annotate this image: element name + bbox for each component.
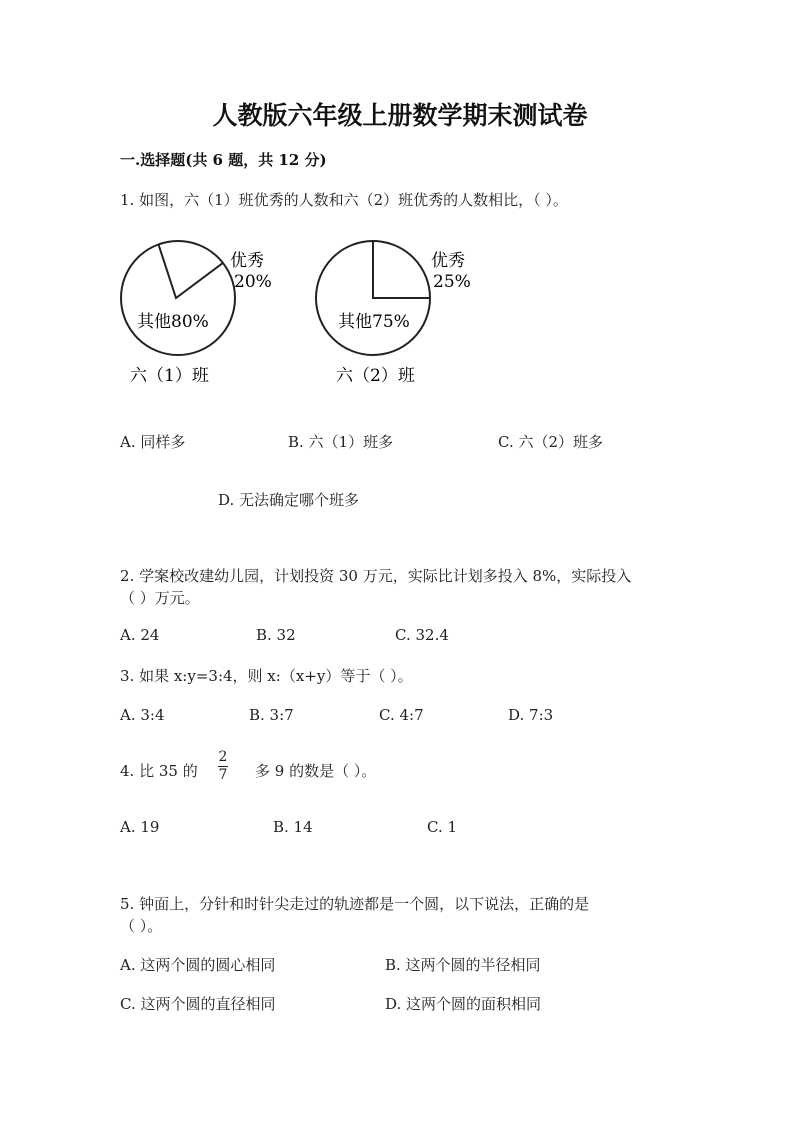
pie-2-excellent-label: 优秀	[431, 251, 465, 271]
q2-option-b[interactable]: B. 32	[256, 626, 296, 644]
question-5-line2: （ ）。	[120, 917, 163, 935]
question-2-line1: 2. 学案校改建幼儿园，计划投资 30 万元，实际比计划多投入 8%，实际投入	[120, 567, 632, 585]
fraction-two-sevenths	[218, 750, 228, 783]
q4-option-b[interactable]: B. 14	[273, 818, 313, 836]
q5-option-c[interactable]: C. 这两个圆的直径相同	[120, 995, 276, 1013]
q5-option-b[interactable]: B. 这两个圆的半径相同	[385, 956, 541, 974]
pie-1-caption: 六（1）班	[130, 366, 209, 386]
q4-option-c[interactable]: C. 1	[427, 818, 458, 836]
q4-option-a[interactable]: A. 19	[120, 818, 160, 836]
q1-option-c[interactable]: C. 六（2）班多	[498, 433, 604, 451]
q1-option-d[interactable]: D. 无法确定哪个班多	[218, 491, 360, 509]
page-title: 人教版六年级上册数学期末测试卷	[212, 101, 588, 130]
pie-1-outline	[121, 241, 235, 355]
question-4-suffix: 多 9 的数是（ ）。	[255, 762, 377, 780]
pie-2-excellent-percent: 25%	[433, 272, 471, 292]
fraction-numerator: 2	[218, 749, 228, 765]
q3-option-a[interactable]: A. 3:4	[120, 706, 165, 724]
q1-option-b[interactable]: B. 六（1）班多	[288, 433, 394, 451]
pie-chart-class-1	[121, 241, 272, 386]
q3-option-d[interactable]: D. 7:3	[508, 706, 554, 724]
question-1-text: 1. 如图，六（1）班优秀的人数和六（2）班优秀的人数相比，（ ）。	[120, 191, 568, 209]
pie-1-excellent-percent: 20%	[234, 272, 272, 292]
q3-option-b[interactable]: B. 3:7	[249, 706, 294, 724]
question-3-text: 3. 如果 x:y=3:4，则 x:（x+y）等于（ ）。	[120, 667, 413, 685]
q2-option-c[interactable]: C. 32.4	[395, 626, 449, 644]
q1-option-a[interactable]: A. 同样多	[120, 433, 186, 451]
q2-option-a[interactable]: A. 24	[120, 626, 160, 644]
pie-charts	[118, 238, 471, 393]
q5-option-a[interactable]: A. 这两个圆的圆心相同	[120, 956, 276, 974]
pie-chart-class-2	[316, 241, 471, 386]
question-5-line1: 5. 钟面上，分针和时针尖走过的轨迹都是一个圆，以下说法，正确的是	[120, 895, 590, 913]
pie-1-excellent-label: 优秀	[230, 251, 264, 271]
fraction-denominator: 7	[218, 767, 228, 783]
question-2-line2: （ ）万元。	[120, 589, 200, 607]
pie-1-other-label: 其他80%	[137, 312, 209, 332]
section-heading: 一.选择题(共 6 题，共 12 分)	[120, 151, 327, 169]
pie-2-other-label: 其他75%	[338, 312, 410, 332]
q3-option-c[interactable]: C. 4:7	[379, 706, 424, 724]
q5-option-d[interactable]: D. 这两个圆的面积相同	[385, 995, 542, 1013]
pie-2-caption: 六（2）班	[336, 366, 415, 386]
question-4-prefix: 4. 比 35 的	[120, 762, 198, 780]
